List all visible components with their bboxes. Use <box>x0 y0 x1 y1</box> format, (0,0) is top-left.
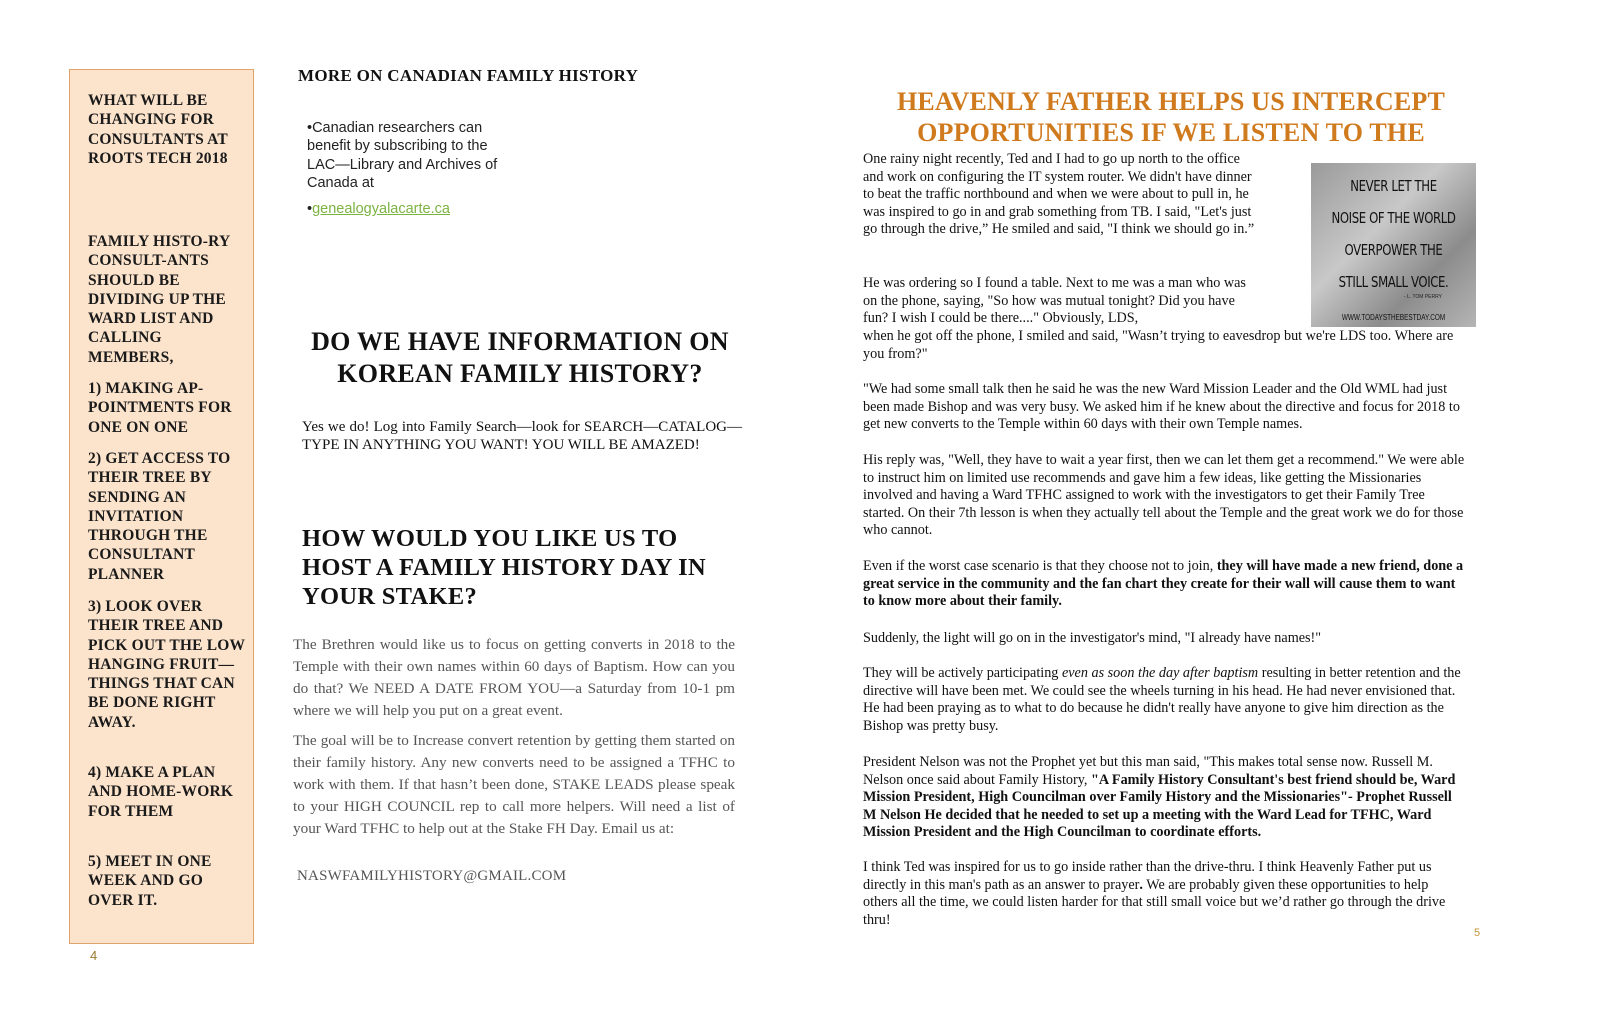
canadian-section-title: MORE ON CANADIAN FAMILY HISTORY <box>298 66 639 85</box>
sidebar-heading: WHAT WILL BE CHANGING FOR CONSULTANTS AT ROOTS TECH 2018 <box>88 92 228 167</box>
korean-body: Yes we do! Log into Family Search—look for SEARCH—CATALOG—TYPE IN ANYTHING YOU WANT! YOU WILL BE AMAZED! <box>302 419 742 453</box>
korean-section-title: DO WE HAVE INFORMATION ON KOREAN FAMILY HISTORY? <box>311 327 729 388</box>
article-paragraph <box>863 754 1465 842</box>
article-paragraph: Suddenly, the light will go on in the investigator's mind, "I already have names!" <box>863 630 1322 646</box>
article-paragraph: His reply was, "Well, they have to wait a year first, then we can let them get a recommend." We were able to instruct him on limited use recommends and gave him a few ideas, like getting the Missionaries involved and having a Ward TFHC assigned to work with the investigators to get their Family Tree started. On their 7th lesson is when they actually tell about the Temple and the great work we do for those who cannot. <box>863 452 1465 539</box>
text-run: Even if the worst case scenario is that they choose not to join, <box>863 558 1217 574</box>
quote-line: NEVER LET THE <box>1350 177 1437 195</box>
article-paragraph <box>863 665 1465 735</box>
canadian-link-line <box>307 201 450 217</box>
host-paragraph-2: The goal will be to Increase convert retention by getting them started on their family history. Any new converts need to be assigned a TFHC to work with them. If that hasn’t been done, STAKE LEADS please speak to your HIGH COUNCIL rep to call more helpers. Will need a list of your Ward TFHC to help out at the Stake FH Day. Email us at: <box>293 732 735 837</box>
article-paragraph: He was ordering so I found a table. Next to me was a man who was on the phone, saying, "So how was mutual tonight? Did you have fun? I wish I could be there...." Obviously, LDS, <box>863 275 1246 327</box>
text-run: They will be actively participating <box>863 665 1062 681</box>
quote-line: OVERPOWER THE <box>1344 241 1443 259</box>
article-paragraph <box>863 859 1465 929</box>
sidebar-item: 1) MAKING AP-POINTMENTS FOR ONE ON ONE <box>88 380 232 436</box>
quote-image <box>1311 163 1476 327</box>
article-paragraph: "We had some small talk then he said he was the new Ward Mission Leader and the Old WML had just been made Bishop and was very busy. We asked him if he knew about the directive and focus for 2018 to get new converts to the Temple within 60 days with their own Temple names. <box>863 381 1460 433</box>
article-paragraph: One rainy night recently, Ted and I had to go up north to the office and work on configuring the IT system router. We didn't have dinner to beat the traffic northbound and when we were about to pull in, he was inspired to go in and grab something from TB. I said, "Let's just go through the drive,” He smiled and said, "I think we should go in.” <box>863 151 1255 238</box>
text-run: President Nelson was not the Prophet yet but this man said, "This makes total sense now. Russell M. Nelson once said about Family History, <box>863 754 1433 788</box>
italic-run: even as soon the day after baptism <box>1061 665 1259 681</box>
bold-run: . <box>1139 876 1143 893</box>
sidebar-intro: FAMILY HISTO-RY CONSULT-ANTS SHOULD BE DIVIDING UP THE WARD LIST AND CALLING MEMBERS, <box>88 233 230 366</box>
genealogy-link[interactable]: genealogyalacarte.ca <box>312 201 450 217</box>
sidebar-item: 5) MEET IN ONE WEEK AND GO OVER IT. <box>88 853 212 909</box>
article-paragraph: when he got off the phone, I smiled and said, "Wasn’t trying to eavesdrop but we're LDS too. Where are you from?" <box>863 328 1454 362</box>
article-paragraph <box>863 558 1465 611</box>
quote-line: STILL SMALL VOICE. <box>1338 273 1449 291</box>
quote-line: NOISE OF THE WORLD <box>1331 209 1456 227</box>
text-run: resulting in better retention and the directive will have been met. We could see the wheels turning in his head. He had never envisioned that. He had been praying as to what to do because he didn't really have anyone to give him direction as the Bishop was pretty busy. <box>863 665 1461 734</box>
host-section-title: HOW WOULD YOU LIKE US TO HOST A FAMILY HISTORY DAY IN YOUR STAKE? <box>302 525 706 610</box>
page-number-right: 5 <box>1474 927 1481 939</box>
quote-attribution: - L. TOM PERRY <box>1403 294 1442 300</box>
sidebar-item: 3) LOOK OVER THEIR TREE AND PICK OUT THE LOW HANGING FRUIT—THINGS THAT CAN BE DONE RIGHT AWAY. <box>88 598 245 731</box>
contact-email[interactable]: NASWFAMILYHISTORY@GMAIL.COM <box>297 868 567 884</box>
text-run: I think Ted was inspired for us to go inside rather than the drive-thru. I think Heavenly Father put us directly in this man's path as an answer to prayer <box>863 859 1432 893</box>
sidebar-item: 4) MAKE A PLAN AND HOME-WORK FOR THEM <box>88 764 234 820</box>
bold-run: "A Family History Consultant's best friend should be, Ward Mission President, High Councilman over Family History and the Missionaries"- Prophet Russell M Nelson He decided that he needed to set up a meeting with the Ward Lead for TFHC, Ward Mission President and the High Councilman to coordinate efforts. <box>863 771 1456 841</box>
canadian-text: •Canadian researchers can benefit by subscribing to the LAC—Library and Archives of Canada at <box>307 120 498 191</box>
sidebar-box <box>69 69 254 944</box>
quote-url: WWW.TODAYSTHEBESTDAY.COM <box>1341 313 1446 322</box>
article-title: HEAVENLY FATHER HELPS US INTERCEPT OPPORTUNITIES IF WE LISTEN TO THE <box>896 87 1446 147</box>
host-paragraph-1: The Brethren would like us to focus on getting converts in 2018 to the Temple with their own names within 60 days of Baptism. How can you do that? We NEED A DATE FROM YOU—a Saturday from 10-1 pm where we will help you put on a great event. <box>293 636 735 719</box>
sidebar-item: 2) GET ACCESS TO THEIR TREE BY SENDING AN INVITATION THROUGH THE CONSULTANT PLANNER <box>88 450 231 583</box>
page-number-left: 4 <box>90 948 98 963</box>
bold-run: they will have made a new friend, done a great service in the community and the fan chart they create for their wall will cause them to want to know more about their family. <box>863 558 1464 610</box>
bullet: • <box>307 201 313 217</box>
text-run: We are probably given these opportunities to help others all the time, we could listen harder for that still small voice but we’d rather go through the drive thru! <box>863 876 1446 928</box>
